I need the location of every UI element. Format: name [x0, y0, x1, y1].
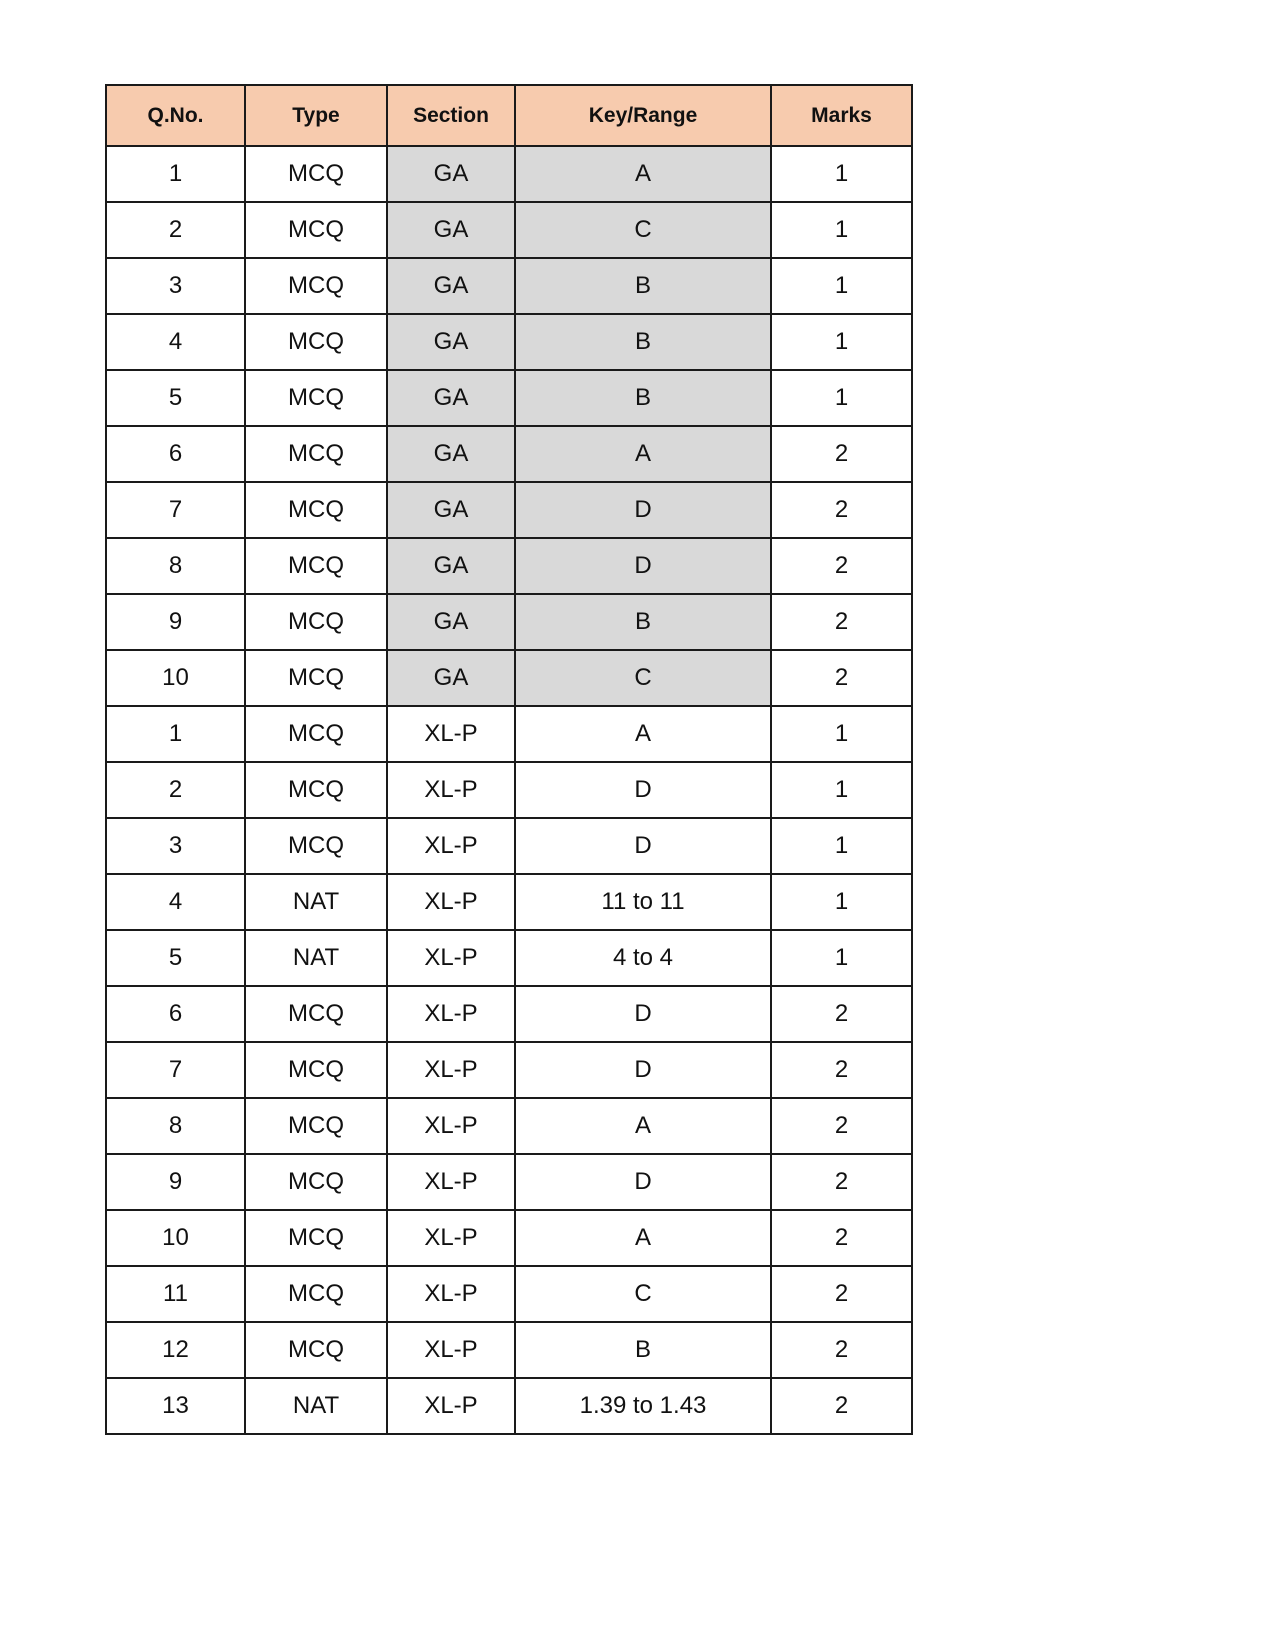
cell-marks: 2	[771, 986, 912, 1042]
cell-qno: 9	[106, 594, 245, 650]
cell-key-range: A	[515, 146, 771, 202]
cell-key-range: B	[515, 314, 771, 370]
cell-marks: 2	[771, 1154, 912, 1210]
cell-key-range: 11 to 11	[515, 874, 771, 930]
cell-type: MCQ	[245, 314, 387, 370]
cell-key-range: B	[515, 370, 771, 426]
table-row	[106, 146, 912, 202]
cell-marks: 1	[771, 258, 912, 314]
cell-marks: 2	[771, 1042, 912, 1098]
cell-qno: 7	[106, 1042, 245, 1098]
cell-section: XL-P	[387, 986, 515, 1042]
cell-key-range: D	[515, 762, 771, 818]
cell-qno: 2	[106, 202, 245, 258]
cell-qno: 8	[106, 538, 245, 594]
cell-type: MCQ	[245, 650, 387, 706]
cell-qno: 5	[106, 370, 245, 426]
cell-key-range: D	[515, 538, 771, 594]
table-row	[106, 1210, 912, 1266]
table-row	[106, 202, 912, 258]
cell-key-range: D	[515, 1154, 771, 1210]
cell-qno: 2	[106, 762, 245, 818]
table-row	[106, 1266, 912, 1322]
cell-key-range: A	[515, 706, 771, 762]
cell-section: XL-P	[387, 930, 515, 986]
table-row	[106, 706, 912, 762]
cell-type: MCQ	[245, 706, 387, 762]
header-row	[106, 85, 912, 146]
cell-section: GA	[387, 370, 515, 426]
cell-marks: 1	[771, 706, 912, 762]
cell-type: MCQ	[245, 258, 387, 314]
cell-qno: 7	[106, 482, 245, 538]
cell-marks: 2	[771, 1266, 912, 1322]
cell-section: GA	[387, 202, 515, 258]
cell-type: MCQ	[245, 426, 387, 482]
header-marks: Marks	[771, 85, 912, 146]
cell-qno: 13	[106, 1378, 245, 1434]
cell-section: XL-P	[387, 706, 515, 762]
cell-section: XL-P	[387, 1042, 515, 1098]
header-key-range: Key/Range	[515, 85, 771, 146]
cell-type: MCQ	[245, 594, 387, 650]
cell-key-range: 1.39 to 1.43	[515, 1378, 771, 1434]
table-row	[106, 874, 912, 930]
cell-section: GA	[387, 594, 515, 650]
cell-qno: 10	[106, 650, 245, 706]
cell-qno: 5	[106, 930, 245, 986]
cell-qno: 3	[106, 818, 245, 874]
cell-type: MCQ	[245, 370, 387, 426]
cell-key-range: D	[515, 482, 771, 538]
cell-key-range: B	[515, 258, 771, 314]
table-row	[106, 1098, 912, 1154]
cell-type: NAT	[245, 874, 387, 930]
answer-key-body	[106, 146, 912, 1434]
cell-marks: 2	[771, 482, 912, 538]
cell-marks: 1	[771, 370, 912, 426]
cell-key-range: B	[515, 594, 771, 650]
cell-marks: 2	[771, 650, 912, 706]
cell-marks: 2	[771, 1378, 912, 1434]
cell-qno: 4	[106, 874, 245, 930]
cell-type: MCQ	[245, 482, 387, 538]
table-row	[106, 1042, 912, 1098]
cell-key-range: D	[515, 818, 771, 874]
cell-key-range: 4 to 4	[515, 930, 771, 986]
cell-type: MCQ	[245, 1322, 387, 1378]
cell-marks: 2	[771, 1098, 912, 1154]
cell-qno: 6	[106, 426, 245, 482]
cell-section: XL-P	[387, 818, 515, 874]
cell-section: GA	[387, 538, 515, 594]
cell-qno: 10	[106, 1210, 245, 1266]
cell-key-range: C	[515, 1266, 771, 1322]
answer-key-table	[105, 84, 913, 1435]
cell-section: XL-P	[387, 874, 515, 930]
cell-qno: 1	[106, 706, 245, 762]
cell-qno: 9	[106, 1154, 245, 1210]
cell-section: GA	[387, 426, 515, 482]
cell-marks: 1	[771, 762, 912, 818]
cell-type: MCQ	[245, 1042, 387, 1098]
cell-section: GA	[387, 650, 515, 706]
table-row	[106, 986, 912, 1042]
cell-key-range: C	[515, 202, 771, 258]
cell-qno: 1	[106, 146, 245, 202]
cell-marks: 1	[771, 314, 912, 370]
table-row	[106, 818, 912, 874]
cell-type: MCQ	[245, 1266, 387, 1322]
cell-section: GA	[387, 146, 515, 202]
table-row	[106, 314, 912, 370]
table-row	[106, 1378, 912, 1434]
cell-type: NAT	[245, 930, 387, 986]
table-row	[106, 1154, 912, 1210]
cell-qno: 3	[106, 258, 245, 314]
cell-type: MCQ	[245, 1210, 387, 1266]
table-row	[106, 426, 912, 482]
cell-key-range: D	[515, 1042, 771, 1098]
cell-key-range: A	[515, 426, 771, 482]
table-row	[106, 594, 912, 650]
cell-section: GA	[387, 314, 515, 370]
cell-qno: 4	[106, 314, 245, 370]
cell-type: NAT	[245, 1378, 387, 1434]
cell-type: MCQ	[245, 146, 387, 202]
table-row	[106, 258, 912, 314]
table-row	[106, 650, 912, 706]
header-qno: Q.No.	[106, 85, 245, 146]
cell-key-range: A	[515, 1098, 771, 1154]
cell-marks: 1	[771, 146, 912, 202]
cell-marks: 2	[771, 594, 912, 650]
cell-section: XL-P	[387, 762, 515, 818]
header-section: Section	[387, 85, 515, 146]
cell-type: MCQ	[245, 1098, 387, 1154]
cell-marks: 1	[771, 202, 912, 258]
cell-marks: 2	[771, 1210, 912, 1266]
cell-key-range: B	[515, 1322, 771, 1378]
table-row	[106, 370, 912, 426]
cell-key-range: D	[515, 986, 771, 1042]
table-row	[106, 762, 912, 818]
cell-qno: 12	[106, 1322, 245, 1378]
cell-type: MCQ	[245, 818, 387, 874]
cell-marks: 1	[771, 818, 912, 874]
cell-marks: 2	[771, 426, 912, 482]
cell-section: XL-P	[387, 1210, 515, 1266]
cell-type: MCQ	[245, 986, 387, 1042]
cell-section: GA	[387, 258, 515, 314]
cell-qno: 8	[106, 1098, 245, 1154]
cell-type: MCQ	[245, 202, 387, 258]
cell-section: XL-P	[387, 1266, 515, 1322]
cell-key-range: C	[515, 650, 771, 706]
cell-marks: 1	[771, 930, 912, 986]
cell-marks: 2	[771, 538, 912, 594]
table-row	[106, 482, 912, 538]
cell-section: XL-P	[387, 1154, 515, 1210]
cell-marks: 2	[771, 1322, 912, 1378]
cell-section: XL-P	[387, 1098, 515, 1154]
cell-type: MCQ	[245, 1154, 387, 1210]
header-type: Type	[245, 85, 387, 146]
table-row	[106, 1322, 912, 1378]
cell-qno: 11	[106, 1266, 245, 1322]
cell-type: MCQ	[245, 762, 387, 818]
cell-qno: 6	[106, 986, 245, 1042]
table-row	[106, 930, 912, 986]
table-row	[106, 538, 912, 594]
cell-type: MCQ	[245, 538, 387, 594]
cell-section: XL-P	[387, 1378, 515, 1434]
cell-section: GA	[387, 482, 515, 538]
cell-marks: 1	[771, 874, 912, 930]
answer-key-sheet	[105, 84, 913, 1435]
cell-key-range: A	[515, 1210, 771, 1266]
cell-section: XL-P	[387, 1322, 515, 1378]
